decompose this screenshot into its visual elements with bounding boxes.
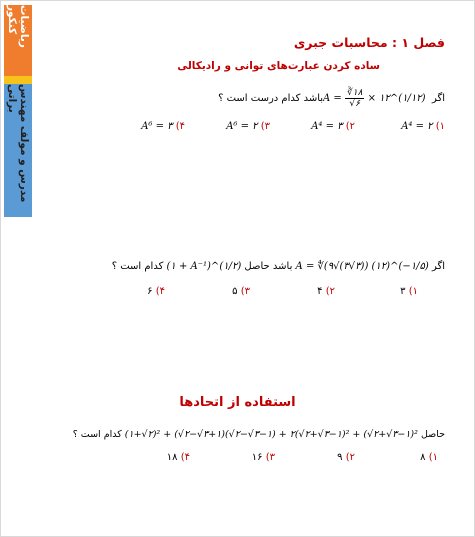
q1-expression bbox=[323, 88, 429, 109]
sidebar-tab-math[interactable] bbox=[4, 5, 32, 76]
q1-option-3-text: A⁶ = ۲ bbox=[226, 121, 258, 132]
q1-option-1-num: ۱) bbox=[435, 121, 445, 132]
question-3 bbox=[73, 429, 445, 440]
q2-option-1[interactable] bbox=[400, 286, 418, 297]
q3-lead: حاصل bbox=[420, 429, 445, 440]
section-subtitle: ساده کردن عبارت‌های توانی و رادیکالی bbox=[177, 60, 380, 72]
sidebar-tab-author-label: مدرس و مولف مهندس براتی bbox=[6, 84, 30, 203]
q3-option-2-text: ۹ bbox=[337, 452, 343, 463]
q3-option-4-text: ۱۸ bbox=[166, 452, 178, 463]
q3-tail: کدام است ؟ bbox=[72, 429, 122, 440]
q2-expression-2: (۱ + A⁻¹)^(۱/۲) bbox=[166, 261, 242, 272]
q2-option-3-num: ۳) bbox=[240, 286, 250, 297]
q3-option-1-text: ۸ bbox=[420, 452, 426, 463]
sidebar-divider bbox=[4, 76, 32, 84]
section-identities-title: استفاده از اتحادها bbox=[179, 395, 296, 410]
q3-option-2[interactable] bbox=[337, 452, 355, 463]
q3-option-3[interactable] bbox=[252, 452, 275, 463]
sidebar-tab-math-label: ریاضیات کنکور bbox=[6, 5, 30, 48]
q2-lead: اگر bbox=[431, 261, 445, 272]
q3-option-3-num: ۳) bbox=[265, 452, 275, 463]
q1-option-2-num: ۲) bbox=[345, 121, 355, 132]
sidebar-tab-author[interactable] bbox=[4, 84, 32, 217]
q3-option-4[interactable] bbox=[167, 452, 190, 463]
q1-frac-top: ∛۱۸ bbox=[347, 88, 363, 98]
q2-option-4-text: ۶ bbox=[147, 286, 153, 297]
q1-frac-bot: √۶ bbox=[349, 99, 360, 109]
q3-option-2-num: ۲) bbox=[345, 452, 355, 463]
q1-option-4-num: ۴) bbox=[175, 121, 185, 132]
q2-tail-1: باشد حاصل bbox=[244, 261, 293, 272]
q1-tail: باشد کدام درست است ؟ bbox=[218, 93, 324, 104]
q2-expression: A = ∜(۹√(۳√۳)) (۱۲)^(−۱/۵) bbox=[295, 261, 429, 272]
q2-option-2[interactable] bbox=[317, 286, 335, 297]
q2-tail-2: کدام است ؟ bbox=[111, 261, 164, 272]
q1-lead: اگر bbox=[431, 93, 445, 104]
q1-option-2[interactable] bbox=[311, 121, 355, 132]
q1-option-2-text: A⁴ = ۳ bbox=[311, 121, 343, 132]
q2-option-1-text: ۳ bbox=[400, 286, 406, 297]
chapter-title: فصل ۱ : محاسبات جبری bbox=[293, 35, 445, 50]
q1-fraction bbox=[345, 88, 364, 109]
q1-expr-left: A = bbox=[323, 93, 342, 104]
q1-expr-right: × ۱۲^(۱/۱۲) bbox=[367, 93, 426, 104]
q1-option-3[interactable] bbox=[226, 121, 270, 132]
q2-option-1-num: ۱) bbox=[408, 286, 418, 297]
q3-option-3-text: ۱۶ bbox=[251, 452, 263, 463]
q3-option-4-num: ۴) bbox=[180, 452, 190, 463]
q1-option-4[interactable] bbox=[141, 121, 185, 132]
q2-option-4[interactable] bbox=[147, 286, 165, 297]
q2-option-4-num: ۴) bbox=[155, 286, 165, 297]
q1-option-4-text: A⁶ = ۳ bbox=[141, 121, 173, 132]
question-1 bbox=[218, 88, 445, 109]
q3-expression: (۱+√۲)² + (√۲−√۳+۱)(√۲−√۳−۱) + ۲(√۲+√۳−۱)² + (√۲+√۳−۱)² bbox=[124, 429, 418, 440]
q3-option-1[interactable] bbox=[420, 452, 438, 463]
q1-option-1[interactable] bbox=[401, 121, 445, 132]
q2-option-3-text: ۵ bbox=[232, 286, 238, 297]
q3-option-1-num: ۱) bbox=[428, 452, 438, 463]
q1-option-1-text: A⁴ = ۲ bbox=[401, 121, 433, 132]
q2-option-3[interactable] bbox=[232, 286, 250, 297]
q1-option-3-num: ۳) bbox=[260, 121, 270, 132]
question-2 bbox=[112, 261, 445, 272]
q2-option-2-num: ۲) bbox=[325, 286, 335, 297]
q2-option-2-text: ۴ bbox=[317, 286, 323, 297]
